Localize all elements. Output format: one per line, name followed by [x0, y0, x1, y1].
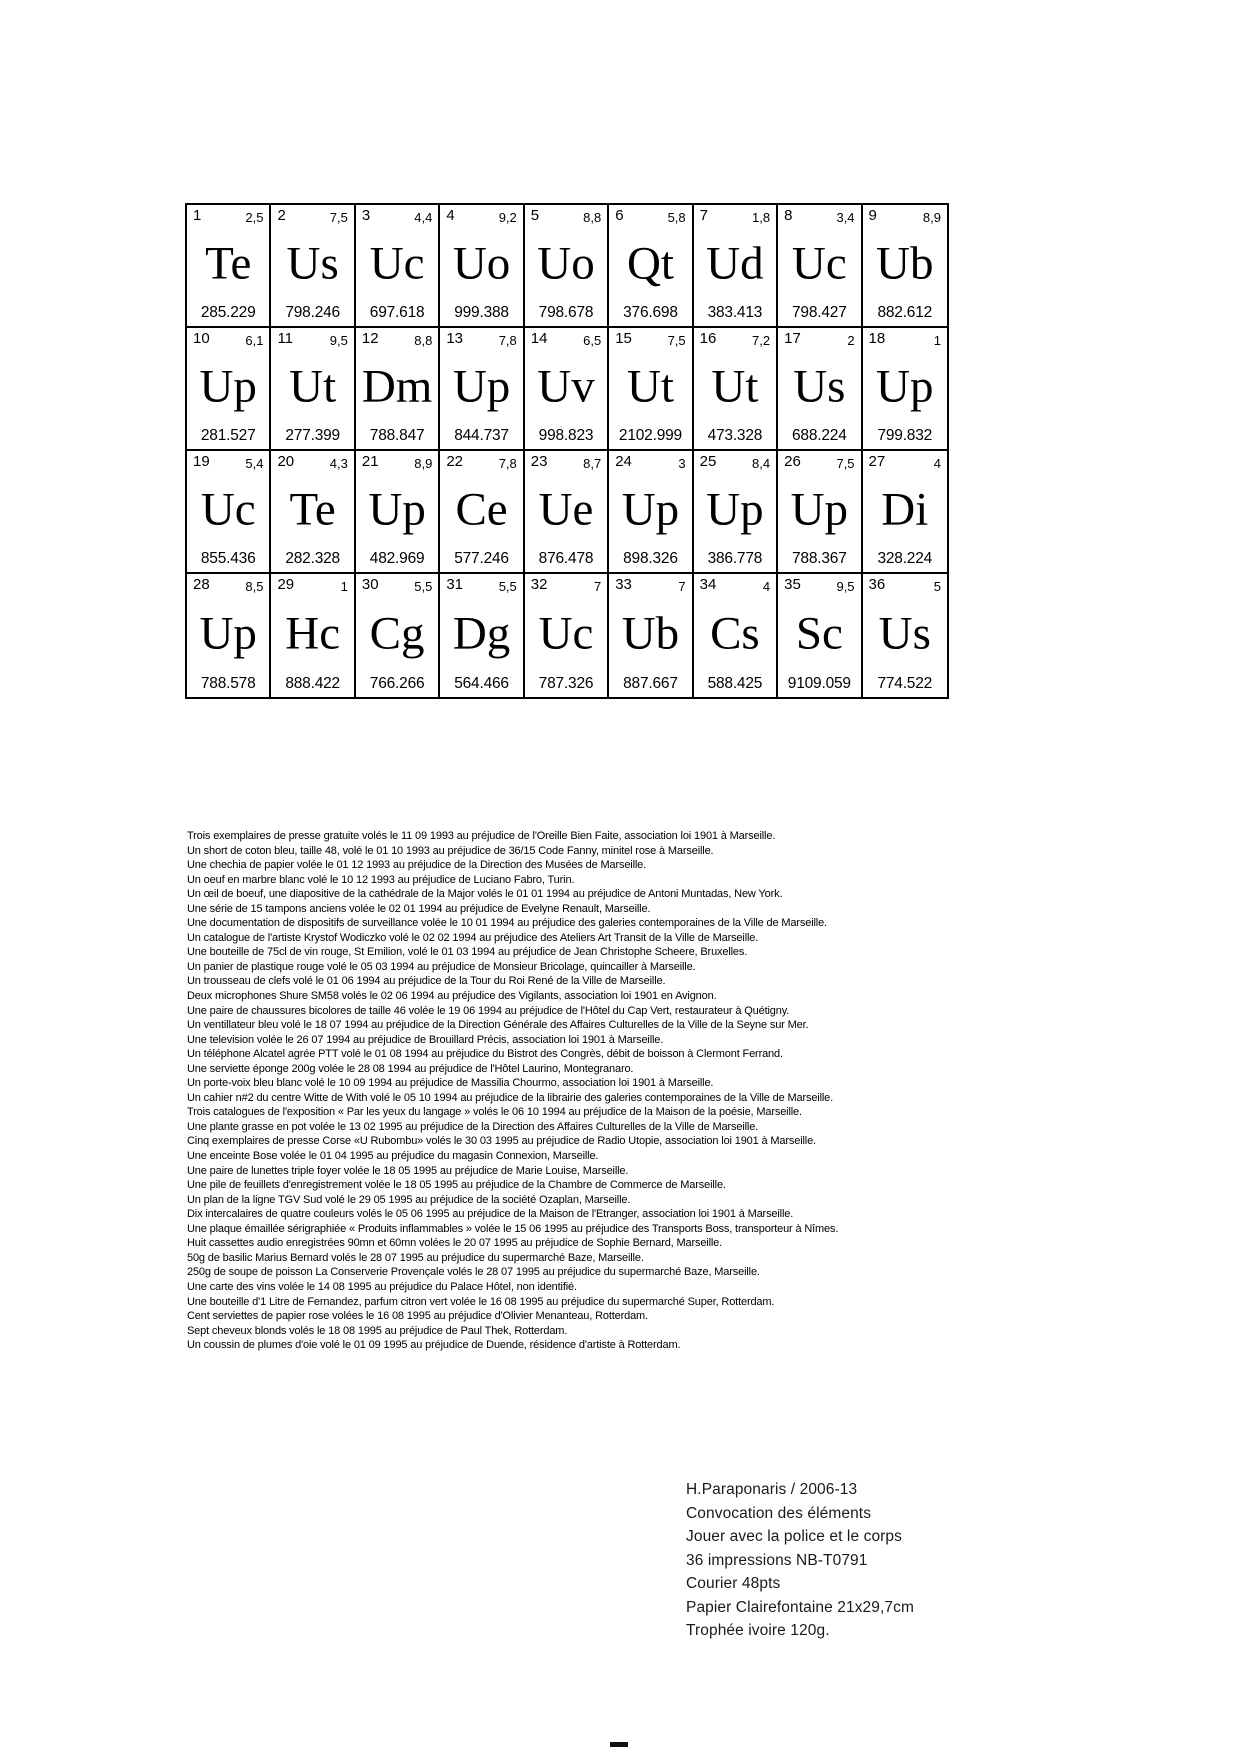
element-mass: 473.328 [707, 426, 763, 444]
element-number: 22 [446, 453, 464, 470]
element-cell [694, 205, 778, 328]
element-mass: 882.612 [877, 303, 933, 321]
element-cell [609, 205, 693, 328]
element-cell [356, 328, 440, 451]
page-bottom-mark [610, 1742, 628, 1747]
element-mass: 998.823 [538, 426, 594, 444]
theft-list-item: Une série de 15 tampons anciens volée le 02 01 1994 au préjudice de Evelyne Renault, Marseille. [187, 902, 651, 915]
element-cell [271, 205, 355, 328]
element-mass: 788.578 [200, 674, 256, 692]
element-symbol: Te [289, 483, 336, 536]
element-mass: 844.737 [454, 426, 509, 444]
theft-list-item: Sept cheveux blonds volés le 18 08 1995 au préjudice de Paul Thek, Rotterdam. [187, 1324, 568, 1337]
element-cell [525, 574, 609, 697]
theft-list-item: Une plante grasse en pot volée le 13 02 1995 au préjudice de la Direction des Affaires Culturelles de la Ville de Marseille. [187, 1120, 759, 1133]
element-mass: 386.778 [707, 549, 763, 567]
element-value: 6,5 [583, 333, 602, 348]
element-symbol: Uc [791, 237, 847, 290]
element-number: 30 [361, 576, 379, 593]
element-symbol: Up [452, 360, 511, 413]
element-number: 36 [868, 576, 886, 593]
element-number: 23 [530, 453, 548, 470]
element-symbol: Qt [626, 237, 674, 290]
credits-line: Jouer avec la police et le corps [686, 1528, 903, 1545]
element-number: 32 [530, 576, 548, 593]
element-value: 8,8 [583, 210, 602, 225]
element-number: 31 [446, 576, 464, 593]
theft-list-item: Une paire de lunettes triple foyer volée le 18 05 1995 au préjudice de Marie Louise, Marseille. [187, 1164, 629, 1177]
element-mass: 798.246 [285, 303, 340, 321]
element-cell [356, 205, 440, 328]
element-mass: 376.698 [623, 303, 678, 321]
element-mass: 855.436 [200, 549, 256, 567]
element-cell [187, 451, 271, 574]
element-value: 4,4 [414, 210, 433, 225]
credits-line: 36 impressions NB-T0791 [686, 1551, 868, 1569]
element-cell [440, 205, 524, 328]
element-symbol: Ub [621, 607, 680, 660]
element-number: 21 [361, 453, 379, 470]
element-symbol: Sc [795, 607, 843, 660]
element-value: 7,5 [667, 333, 686, 348]
element-number: 25 [699, 453, 717, 470]
theft-list-item: Une paire de chaussures bicolores de taille 46 volée le 19 06 1994 au préjudice de l'Hôtel du Cap Vert, restaurateur à Quétigny. [187, 1004, 790, 1017]
element-cell [863, 574, 947, 697]
element-mass: 285.229 [200, 303, 256, 321]
element-symbol: Ud [706, 237, 764, 290]
element-cell [440, 574, 524, 697]
element-cell [863, 328, 947, 451]
element-value: 1 [933, 333, 941, 348]
element-number: 17 [784, 330, 801, 347]
element-number: 28 [193, 576, 210, 593]
element-cell [356, 451, 440, 574]
element-cell [356, 574, 440, 697]
element-cell [525, 328, 609, 451]
element-cell [271, 328, 355, 451]
element-number: 27 [868, 453, 886, 470]
element-cell [440, 451, 524, 574]
element-cell [778, 451, 862, 574]
theft-list-item: Un œil de boeuf, une diapositive de la cathédrale de la Major volés le 01 01 1994 au préjudice de Antoni Muntadas, New York. [187, 888, 783, 901]
element-mass: 588.425 [707, 674, 763, 692]
element-cell [609, 574, 693, 697]
element-mass: 788.367 [792, 549, 847, 567]
element-value: 9,5 [329, 333, 348, 348]
element-number: 10 [193, 330, 210, 347]
theft-list-item: Dix intercalaires de quatre couleurs volés le 05 06 1995 au préjudice de la Maison de l'Etranger, association loi 1901 à Marseille. [187, 1208, 794, 1221]
theft-list-item: Cinq exemplaires de presse Corse «U Rubombu» volés le 30 03 1995 au préjudice de Radio Utopie, association loi 1901 à Marseille. [187, 1135, 816, 1148]
element-cell [778, 328, 862, 451]
element-mass: 383.413 [707, 303, 763, 321]
element-number: 9 [868, 207, 877, 224]
credits-line: H.Paraponaris / 2006-13 [686, 1481, 858, 1498]
theft-list-item: Une plaque émaillée sérigraphiée « Produits inflammables » volée le 15 06 1995 au préjudice des Transports Boss, transporteur à Nîmes. [187, 1222, 839, 1235]
element-cell [694, 451, 778, 574]
element-cell [778, 574, 862, 697]
element-value: 3,4 [836, 210, 855, 225]
element-number: 29 [277, 576, 295, 593]
element-symbol: Up [368, 483, 426, 536]
element-symbol: Dm [361, 360, 433, 413]
theft-list-item: Une bouteille d'1 Litre de Fernandez, parfum citron vert volée le 16 08 1995 au préjudice du supermarché Super, Rotterdam. [187, 1295, 775, 1308]
theft-list-item: Une pile de feuillets d'enregistrement volée le 18 05 1995 au préjudice de la Chambre de Commerce de Marseille. [187, 1179, 726, 1192]
element-symbol: Uc [538, 607, 594, 660]
element-value: 8,7 [583, 456, 602, 471]
element-number: 24 [615, 453, 632, 470]
element-cell [863, 205, 947, 328]
theft-list-item: Trois catalogues de l'exposition « Par les yeux du langage » volés le 06 10 1994 au préjudice de la Maison de la poésie, Marseille. [187, 1106, 802, 1119]
element-value: 5,4 [245, 456, 264, 471]
element-number: 1 [193, 207, 202, 224]
theft-list-item: Une documentation de dispositifs de surveillance volée le 10 01 1994 au préjudice des galeries contemporaines de la Ville de Marseille. [187, 917, 827, 930]
theft-list-item: Un cahier n#2 du centre Witte de With volé le 05 10 1994 au préjudice de la librairie des galeries contemporaines de la Ville de Marseille. [187, 1091, 834, 1104]
element-number: 3 [361, 207, 371, 224]
element-value: 1 [340, 579, 348, 594]
element-mass: 328.224 [877, 549, 933, 567]
element-value: 4 [933, 456, 941, 471]
element-value: 8,8 [414, 333, 433, 348]
element-value: 8,9 [922, 210, 941, 225]
element-symbol: Uo [537, 237, 595, 290]
element-symbol: Uv [537, 360, 595, 413]
element-symbol: Uo [452, 237, 511, 290]
element-symbol: Cg [369, 607, 425, 660]
element-value: 9,2 [498, 210, 517, 225]
element-mass: 876.478 [538, 549, 594, 567]
element-cell [778, 205, 862, 328]
element-value: 5,5 [414, 579, 433, 594]
element-value: 3 [678, 456, 686, 471]
element-symbol: Di [881, 483, 929, 536]
element-symbol: Cs [710, 607, 760, 660]
element-value: 5,5 [498, 579, 517, 594]
credits-line: Trophée ivoire 120g. [686, 1622, 830, 1639]
element-symbol: Up [199, 360, 257, 413]
theft-list-item: 250g de soupe de poisson La Conserverie Provençale volés le 28 07 1995 au préjudice du supermarché Baze, Marseille. [187, 1266, 760, 1279]
element-number: 13 [446, 330, 464, 347]
element-value: 7,2 [752, 333, 771, 348]
element-mass: 697.618 [369, 303, 425, 321]
element-value: 2 [847, 333, 855, 348]
element-value: 7,5 [329, 210, 348, 225]
element-mass: 788.847 [369, 426, 425, 444]
element-cell [271, 574, 355, 697]
element-mass: 482.969 [369, 549, 425, 567]
element-cell [863, 451, 947, 574]
element-cell [187, 205, 271, 328]
element-cell [525, 451, 609, 574]
element-symbol: Uc [200, 483, 256, 536]
element-value: 8,5 [245, 579, 264, 594]
element-mass: 2102.999 [618, 426, 682, 444]
theft-list [187, 829, 977, 1353]
theft-list-item: Un ventillateur bleu volé le 18 07 1994 au préjudice de la Direction Générale des Affaires Culturelles de la Ville de la Seyne sur Mer. [187, 1019, 809, 1032]
element-mass: 798.678 [538, 303, 594, 321]
theft-list-item: Un plan de la ligne TGV Sud volé le 29 05 1995 au préjudice de la société Ozaplan, Marseille. [187, 1193, 631, 1206]
theft-list-item: Deux microphones Shure SM58 volés le 02 06 1994 au préjudice des Vigilants, association loi 1901 en Avignon. [187, 990, 717, 1003]
element-mass: 798.427 [792, 303, 847, 321]
element-mass: 766.266 [369, 674, 425, 692]
element-value: 2,5 [245, 210, 264, 225]
element-number: 7 [699, 207, 708, 224]
element-value: 6,1 [245, 333, 264, 348]
element-value: 8,4 [752, 456, 771, 471]
element-symbol: Uc [369, 237, 425, 290]
theft-list-item: Une chechia de papier volée le 01 12 1993 au préjudice de la Direction des Musées de Marseille. [187, 859, 647, 872]
element-mass: 688.224 [792, 426, 847, 444]
theft-list-item: Un téléphone Alcatel agrée PTT volé le 01 08 1994 au préjudice du Bistrot des Congrès, débit de boisson à Clermont Ferrand. [187, 1048, 783, 1061]
element-cell [609, 451, 693, 574]
element-mass: 9109.059 [787, 674, 851, 692]
element-symbol: Ub [876, 237, 934, 290]
element-mass: 999.388 [454, 303, 509, 321]
element-number: 16 [699, 330, 717, 347]
element-symbol: Up [199, 607, 257, 660]
element-number: 35 [784, 576, 801, 593]
element-number: 11 [277, 330, 294, 347]
element-symbol: Us [286, 237, 339, 290]
theft-list-item: Un short de coton bleu, taille 48, volé le 01 10 1993 au préjudice de 36/15 Code Fanny, minitel rose à Marseille. [187, 844, 714, 857]
element-mass: 787.326 [538, 674, 594, 692]
element-cell [694, 328, 778, 451]
credits-line: Convocation des éléments [686, 1504, 872, 1522]
element-cell [271, 451, 355, 574]
element-symbol: Ut [711, 360, 759, 413]
element-value: 9,5 [836, 579, 855, 594]
element-mass: 577.246 [454, 549, 509, 567]
element-symbol: Up [706, 483, 764, 536]
element-value: 4,3 [329, 456, 348, 471]
element-value: 1,8 [752, 210, 771, 225]
element-symbol: Hc [285, 607, 341, 660]
element-number: 20 [277, 453, 295, 470]
element-cell [187, 328, 271, 451]
element-number: 15 [615, 330, 632, 347]
element-value: 7,8 [498, 333, 517, 348]
element-mass: 564.466 [454, 674, 509, 692]
theft-list-item: Trois exemplaires de presse gratuite volés le 11 09 1993 au préjudice de l'Oreille Bien Faite, association loi 1901 à Marseille. [187, 830, 776, 842]
theft-list-item: 50g de basilic Marius Bernard volés le 28 07 1995 au préjudice du supermarché Baze, Marseille. [187, 1251, 644, 1264]
element-value: 7,5 [836, 456, 855, 471]
element-symbol: Up [621, 483, 680, 536]
element-cell [694, 574, 778, 697]
element-symbol: Dg [452, 607, 511, 660]
theft-list-item: Un oeuf en marbre blanc volé le 10 12 1993 au préjudice de Luciano Fabro, Turin. [187, 873, 575, 886]
element-value: 7 [678, 579, 686, 594]
element-number: 19 [193, 453, 210, 470]
element-number: 34 [699, 576, 717, 593]
element-value: 5,8 [667, 210, 686, 225]
element-value: 7 [593, 579, 602, 594]
element-mass: 282.328 [285, 549, 340, 567]
element-symbol: Ce [455, 483, 508, 536]
element-mass: 281.527 [200, 426, 256, 444]
element-symbol: Us [793, 360, 846, 413]
element-number: 14 [530, 330, 548, 347]
theft-list-item: Un trousseau de clefs volé le 01 06 1994 au préjudice de la Tour du Roi René de la Ville de Marseille. [187, 975, 666, 988]
theft-list-item: Une television volée le 26 07 1994 au préjudice de Brouillard Précis, association loi 1901 à Marseille. [187, 1033, 664, 1046]
element-mass: 799.832 [877, 426, 933, 444]
element-symbol: Ut [626, 360, 674, 413]
theft-list-item: Cent serviettes de papier rose volées le 16 08 1995 au préjudice d'Olivier Menanteau, Rotterdam. [187, 1310, 648, 1323]
element-cell [440, 328, 524, 451]
element-cell [525, 205, 609, 328]
element-mass: 277.399 [285, 426, 340, 444]
element-number: 6 [615, 207, 624, 224]
theft-list-item: Un coussin de plumes d'oie volé le 01 09 1995 au préjudice de Duende, résidence d'artiste à Rotterdam. [187, 1339, 681, 1352]
element-symbol: Up [790, 483, 849, 536]
theft-list-item: Une serviette éponge 200g volée le 28 08 1994 au préjudice de l'Hôtel Laurino, Montegranaro. [187, 1062, 634, 1075]
element-number: 12 [361, 330, 379, 347]
element-number: 33 [615, 576, 632, 593]
element-mass: 774.522 [877, 674, 933, 692]
element-value: 7,8 [498, 456, 517, 471]
element-symbol: Us [878, 607, 931, 660]
element-number: 26 [784, 453, 801, 470]
element-number: 2 [277, 207, 286, 224]
theft-list-item: Un catalogue de l'artiste Krystof Wodiczko volé le 02 02 1994 au préjudice des Ateliers Art Transit de la Ville de Marseille. [187, 931, 759, 944]
theft-list-item: Une bouteille de 75cl de vin rouge, St Emilion, volé le 01 03 1994 au préjudice de Jean Christophe Scheere, Bruxelles. [187, 946, 748, 959]
element-cell [187, 574, 271, 697]
element-cell [609, 328, 693, 451]
element-number: 18 [868, 330, 886, 347]
element-symbol: Ue [538, 483, 594, 536]
element-number: 5 [530, 207, 540, 224]
credits-line: Courier 48pts [686, 1575, 781, 1592]
theft-list-item: Un porte-voix bleu blanc volé le 10 09 1994 au préjudice de Massilia Chourmo, association loi 1901 à Marseille. [187, 1077, 714, 1090]
element-mass: 887.667 [623, 674, 678, 692]
element-symbol: Up [876, 360, 934, 413]
element-value: 5 [933, 579, 941, 594]
theft-list-item: Une enceinte Bose volée le 01 04 1995 au préjudice du magasin Connexion, Marseille. [187, 1150, 599, 1163]
element-mass: 898.326 [623, 549, 678, 567]
credits-line: Papier Clairefontaine 21x29,7cm [686, 1598, 914, 1616]
element-value: 8,9 [414, 456, 433, 471]
credits-block [686, 1478, 914, 1643]
theft-list-item: Un panier de plastique rouge volé le 05 03 1994 au préjudice de Monsieur Bricolage, quincailler à Marseille. [187, 960, 696, 973]
theft-list-item: Huit cassettes audio enregistrées 90mn et 60mn volées le 20 07 1995 au préjudice de Sophie Bernard, Marseille. [187, 1237, 723, 1250]
element-number: 8 [784, 207, 793, 224]
periodic-table [185, 203, 949, 699]
element-value: 4 [762, 579, 771, 594]
element-symbol: Te [205, 237, 252, 290]
theft-list-item: Une carte des vins volée le 14 08 1995 au préjudice du Palace Hôtel, non identifié. [187, 1280, 577, 1293]
element-mass: 888.422 [285, 674, 340, 692]
element-symbol: Ut [289, 360, 337, 413]
element-number: 4 [446, 207, 455, 224]
